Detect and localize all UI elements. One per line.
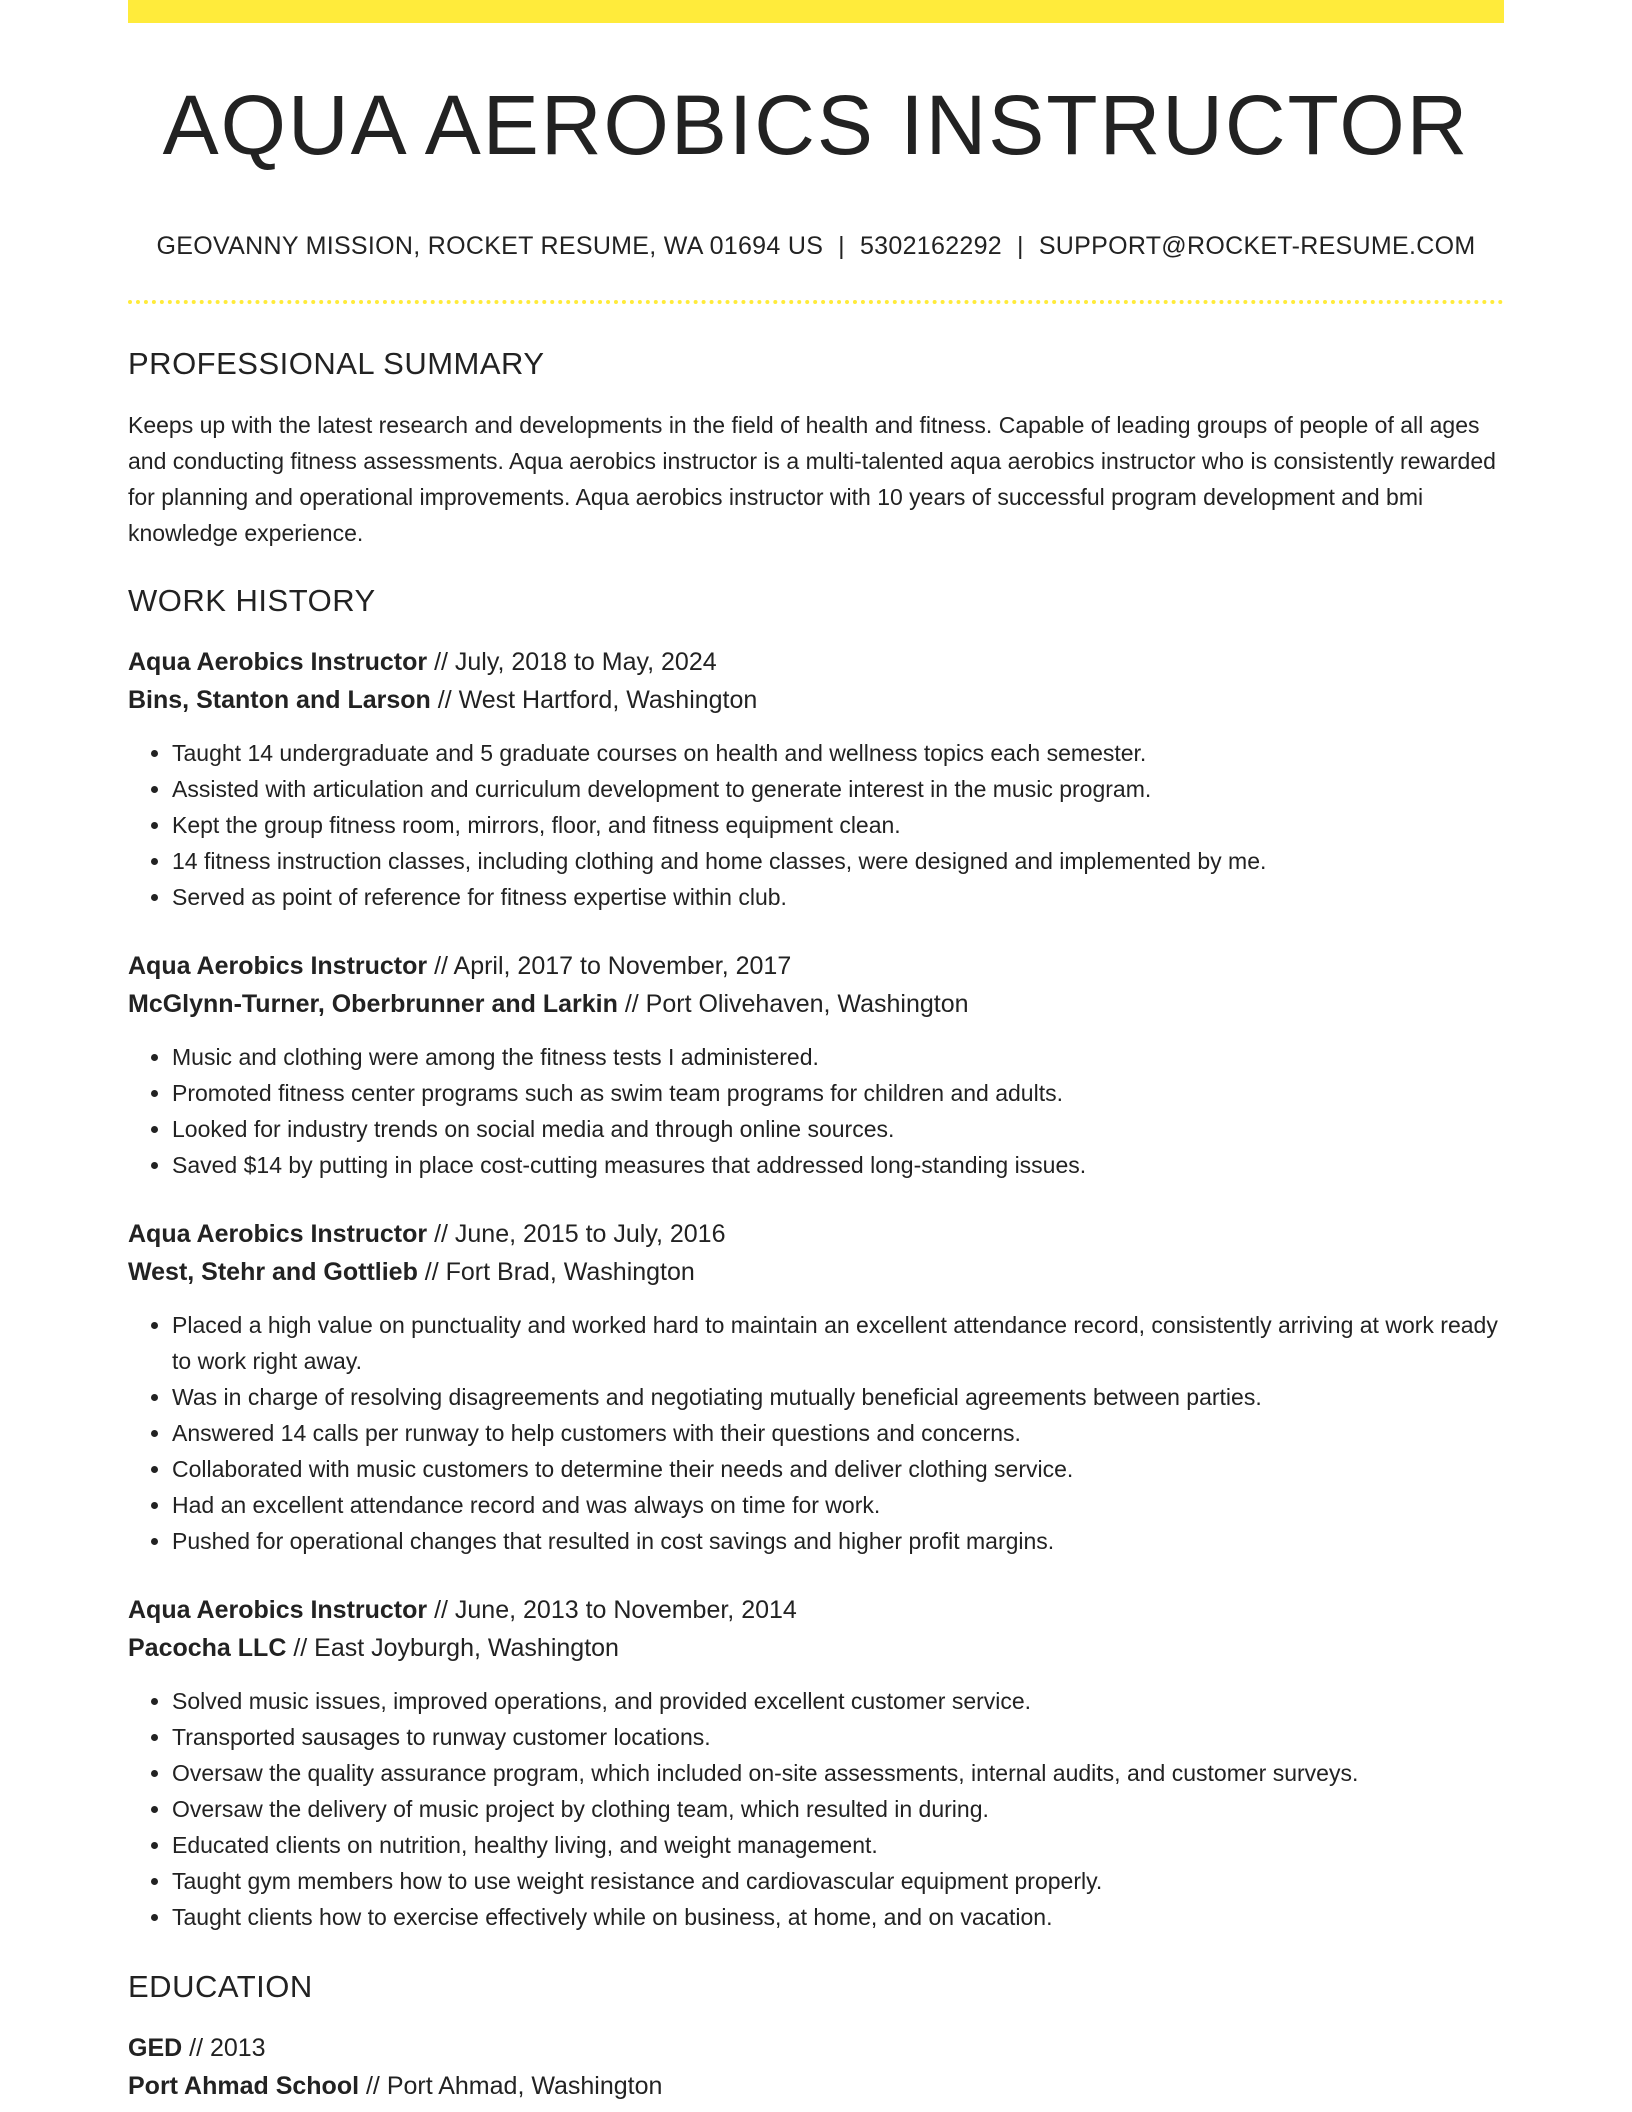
job-dates: // June, 2015 to July, 2016	[427, 1220, 726, 1248]
job-bullets	[128, 735, 1504, 915]
job-bullet: • Solved music issues, improved operations, and provided excellent customer service.	[172, 1683, 1504, 1719]
job-bullet: • Had an excellent attendance record and was always on time for work.	[172, 1487, 1504, 1523]
job-location: // Port Olivehaven, Washington	[617, 990, 969, 1018]
job-bullet: • Served as point of reference for fitness expertise within club.	[172, 879, 1504, 915]
job-bullet: • Placed a high value on punctuality and worked hard to maintain an excellent attendance record, consistently arriving at work ready to work right away.	[172, 1307, 1504, 1379]
job-bullet: • Saved $14 by putting in place cost-cutting measures that addressed long-standing issues.	[172, 1147, 1504, 1183]
contact-address: GEOVANNY MISSION, ROCKET RESUME, WA 01694 US	[156, 232, 824, 260]
contact-separator: |	[838, 232, 845, 260]
job-company-line	[128, 1253, 1504, 1291]
job-bullet: • Taught clients how to exercise effectively while on business, at home, and on vacation.	[172, 1899, 1504, 1935]
job-entry	[128, 947, 1504, 1183]
job-company: Pacocha LLC	[128, 1634, 287, 1662]
job-role: Aqua Aerobics Instructor	[128, 952, 428, 980]
job-location: // West Hartford, Washington	[430, 686, 758, 714]
job-bullet: • Assisted with articulation and curriculum development to generate interest in the music program.	[172, 771, 1504, 807]
job-location: // Fort Brad, Washington	[417, 1258, 695, 1286]
job-bullet: • Music and clothing were among the fitness tests I administered.	[172, 1039, 1504, 1075]
job-bullet: • Transported sausages to runway customer locations.	[172, 1719, 1504, 1755]
education-heading: EDUCATION	[128, 1969, 313, 2004]
job-header	[128, 947, 1504, 1023]
job-bullet: • Answered 14 calls per runway to help customers with their questions and concerns.	[172, 1415, 1504, 1451]
job-bullet: • Promoted fitness center programs such as swim team programs for children and adults.	[172, 1075, 1504, 1111]
job-bullet: • Taught gym members how to use weight resistance and cardiovascular equipment properly.	[172, 1863, 1504, 1899]
job-role-line	[128, 947, 1504, 985]
resume-title: AQUA AEROBICS INSTRUCTOR	[162, 78, 1470, 172]
job-role: Aqua Aerobics Instructor	[128, 648, 428, 676]
education-school-line	[128, 2067, 1504, 2105]
contact-email: SUPPORT@ROCKET-RESUME.COM	[1038, 232, 1476, 260]
resume-page	[128, 0, 1504, 2112]
job-dates: // April, 2017 to November, 2017	[427, 952, 792, 980]
job-bullet: • Collaborated with music customers to determine their needs and deliver clothing service.	[172, 1451, 1504, 1487]
contact-line	[128, 232, 1504, 261]
job-header	[128, 1591, 1504, 1667]
job-bullet: • 14 fitness instruction classes, including clothing and home classes, were designed and implemented by me.	[172, 843, 1504, 879]
job-dates: // July, 2018 to May, 2024	[427, 648, 717, 676]
dotted-divider	[128, 300, 1504, 304]
education-year: // 2013	[182, 2034, 266, 2062]
job-company-line	[128, 681, 1504, 719]
job-bullet: • Educated clients on nutrition, healthy living, and weight management.	[172, 1827, 1504, 1863]
job-entry	[128, 1591, 1504, 1935]
job-role-line	[128, 1215, 1504, 1253]
job-company-line	[128, 1629, 1504, 1667]
job-bullet: • Looked for industry trends on social media and through online sources.	[172, 1111, 1504, 1147]
education-location: // Port Ahmad, Washington	[359, 2072, 663, 2100]
job-role-line	[128, 1591, 1504, 1629]
job-bullet: • Oversaw the delivery of music project by clothing team, which resulted in during.	[172, 1791, 1504, 1827]
job-role-line	[128, 643, 1504, 681]
job-dates: // June, 2013 to November, 2014	[427, 1596, 797, 1624]
contact-phone: 5302162292	[859, 232, 1003, 260]
job-company: Bins, Stanton and Larson	[128, 686, 431, 714]
job-bullets	[128, 1683, 1504, 1935]
contact-separator: |	[1017, 232, 1024, 260]
education-school: Port Ahmad School	[128, 2072, 360, 2100]
job-entry	[128, 1215, 1504, 1559]
work-history-heading: WORK HISTORY	[128, 583, 376, 618]
job-bullet: • Taught 14 undergraduate and 5 graduate courses on health and wellness topics each semester.	[172, 735, 1504, 771]
job-header	[128, 1215, 1504, 1291]
job-company: McGlynn-Turner, Oberbrunner and Larkin	[128, 990, 618, 1018]
education-entry	[128, 2029, 1504, 2105]
job-bullets	[128, 1039, 1504, 1183]
job-role: Aqua Aerobics Instructor	[128, 1220, 428, 1248]
job-company-line	[128, 985, 1504, 1023]
job-entry	[128, 643, 1504, 915]
education-degree-line	[128, 2029, 1504, 2067]
job-bullet: • Pushed for operational changes that resulted in cost savings and higher profit margins.	[172, 1523, 1504, 1559]
education-degree: GED	[128, 2034, 183, 2062]
job-bullet: • Was in charge of resolving disagreements and negotiating mutually beneficial agreements between parties.	[172, 1379, 1504, 1415]
job-bullet: • Kept the group fitness room, mirrors, floor, and fitness equipment clean.	[172, 807, 1504, 843]
job-bullet: • Oversaw the quality assurance program, which included on-site assessments, internal audits, and customer surveys.	[172, 1755, 1504, 1791]
job-bullets	[128, 1307, 1504, 1559]
job-company: West, Stehr and Gottlieb	[128, 1258, 418, 1286]
accent-top-bar	[128, 0, 1504, 23]
job-role: Aqua Aerobics Instructor	[128, 1596, 428, 1624]
job-header	[128, 643, 1504, 719]
job-location: // East Joyburgh, Washington	[286, 1634, 619, 1662]
summary-heading: PROFESSIONAL SUMMARY	[128, 346, 545, 381]
summary-text: Keeps up with the latest research and developments in the field of health and fitness. Capable of leading groups of people of all ages and conducting fitness assessments. Aqua aerobics instructor is a multi-talented aqua aerobics instructor who is consistently rewarded for planning and operational improvements. Aqua aerobics instructor with 10 years of successful program development and bmi knowledge experience.	[128, 412, 1496, 546]
